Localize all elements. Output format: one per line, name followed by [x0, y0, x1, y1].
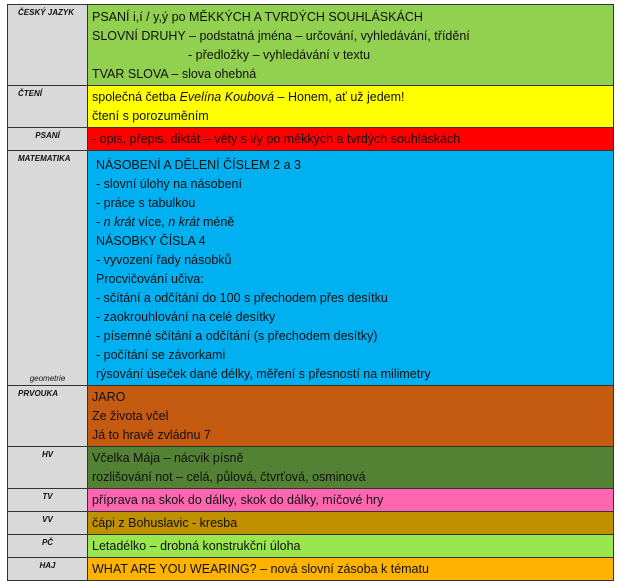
content-matematika [88, 151, 614, 386]
row-vv [8, 512, 614, 535]
content-line: - písemné sčítání a odčítání (s přechodem desítky) [96, 329, 378, 343]
content-cesky [88, 5, 614, 86]
subject-name: PSANÍ [35, 131, 60, 140]
content-line: - zaokrouhlování na celé desítky [96, 310, 276, 324]
subject-name: MATEMATIKA [18, 154, 71, 163]
row-cesky-jazyk [8, 5, 614, 86]
subject-label-haj [8, 558, 88, 581]
text-segment: společná četba [92, 90, 180, 104]
row-hv [8, 447, 614, 489]
subject-label-tv [8, 489, 88, 512]
text-italic: n krát [168, 215, 200, 229]
content-line: NÁSOBENÍ A DĚLENÍ ČÍSLEM 2 a 3 [96, 158, 301, 172]
subject-label-prvouka [8, 386, 88, 447]
subject-label-hv [8, 447, 88, 489]
subject-name: HV [41, 450, 54, 459]
subject-label-cteni [8, 86, 88, 128]
subject-label-vv [8, 512, 88, 535]
content-line: - sčítání a odčítání do 100 s přechodem přes desítku [96, 291, 388, 305]
subject-name: HAJ [39, 561, 56, 570]
content-line: WHAT ARE YOU WEARING? – nová slovní zásoba k tématu [92, 562, 429, 576]
content-line: JARO [92, 390, 126, 404]
content-line: Letadélko – drobná konstrukční úloha [92, 539, 301, 553]
subject-label-matematika [8, 151, 88, 386]
subject-name: PČ [41, 538, 54, 547]
subject-name: ČTENÍ [18, 89, 42, 98]
content-vv [88, 512, 614, 535]
content-line: - slovní úlohy na násobení [96, 177, 242, 191]
content-line: - předložky – vyhledávání v textu [188, 48, 371, 62]
content-hv [88, 447, 614, 489]
content-tv [88, 489, 614, 512]
content-line: - vyvození řady násobků [96, 253, 232, 267]
content-line: Včelka Mája – nácvik písně [92, 451, 244, 465]
text-segment: – Honem, ať už jedem! [274, 90, 405, 104]
row-pc [8, 535, 614, 558]
content-pc [88, 535, 614, 558]
weekly-plan-table [7, 4, 614, 581]
content-line: rýsování úseček dané délky, měření s přesností na milimetry [96, 367, 431, 381]
subject-label-pc [8, 535, 88, 558]
content-psani [88, 128, 614, 151]
row-tv [8, 489, 614, 512]
content-line: - počítání se závorkami [96, 348, 226, 362]
subject-name: PRVOUKA [18, 389, 59, 398]
content-prvouka [88, 386, 614, 447]
text-segment: více, [134, 215, 169, 229]
content-line: čápi z Bohuslavic - kresba [92, 516, 238, 530]
subject-label-cesky [8, 5, 88, 86]
text-segment: méně [199, 215, 235, 229]
content-line: - opis, přepis, diktát – věty s i/y po měkkých a tvrdých souhláskách [92, 132, 461, 146]
content-line [92, 88, 607, 107]
subject-sublabel-geometrie: geometrie [29, 374, 66, 383]
content-line: rozlišování not – celá, půlová, čtvrťová, osminová [92, 470, 366, 484]
text-italic: n krát [103, 215, 135, 229]
subject-name: ČESKÝ JAZYK [18, 8, 75, 17]
text-segment: - [96, 215, 104, 229]
content-line: Procvičování učiva: [96, 272, 204, 286]
content-line: příprava na skok do dálky, skok do dálky, míčové hry [92, 493, 384, 507]
content-cteni [88, 86, 614, 128]
subject-name: TV [42, 492, 53, 501]
content-line [92, 213, 607, 232]
content-line: SLOVNÍ DRUHY – podstatná jména – určování, vyhledávání, třídění [92, 29, 470, 43]
row-matematika [8, 151, 614, 386]
content-line: TVAR SLOVA – slova ohebná [92, 67, 257, 81]
content-line: NÁSOBKY ČÍSLA 4 [96, 234, 206, 248]
book-author: Evelína Koubová [179, 90, 275, 104]
row-haj [8, 558, 614, 581]
row-prvouka [8, 386, 614, 447]
row-cteni [8, 86, 614, 128]
content-haj [88, 558, 614, 581]
content-line: - práce s tabulkou [96, 196, 196, 210]
content-line: PSANÍ i,í / y,ý po MĚKKÝCH A TVRDÝCH SOUHLÁSKÁCH [92, 10, 423, 24]
subject-label-psani [8, 128, 88, 151]
content-line: Ze života včel [92, 409, 169, 423]
content-line: Já to hravě zvládnu 7 [92, 428, 211, 442]
content-line: čtení s porozuměním [92, 109, 209, 123]
subject-name: VV [42, 515, 53, 524]
row-psani [8, 128, 614, 151]
